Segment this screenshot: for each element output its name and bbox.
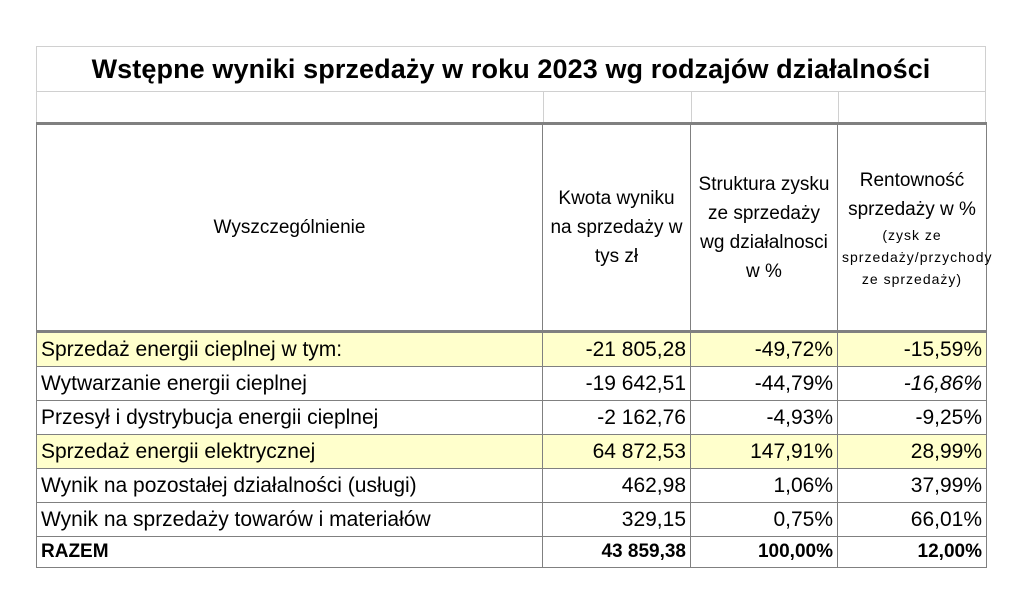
table-row xyxy=(37,401,987,435)
row-structure: 1,06% xyxy=(691,469,838,503)
row-label: Sprzedaż energii elektrycznej xyxy=(37,435,543,469)
total-label: RAZEM xyxy=(37,537,543,568)
row-structure: -44,79% xyxy=(691,367,838,401)
row-amount: 462,98 xyxy=(543,469,691,503)
row-label: Wytwarzanie energii cieplnej xyxy=(37,367,543,401)
row-amount: -19 642,51 xyxy=(543,367,691,401)
blank-cell xyxy=(838,92,987,122)
row-profitability: -16,86% xyxy=(838,367,987,401)
row-structure: -49,72% xyxy=(691,332,838,367)
row-amount: 64 872,53 xyxy=(543,435,691,469)
blank-cell xyxy=(543,92,691,122)
total-amount: 43 859,38 xyxy=(543,537,691,568)
row-profitability: -15,59% xyxy=(838,332,987,367)
row-structure: -4,93% xyxy=(691,401,838,435)
row-label: Wynik na sprzedaży towarów i materiałów xyxy=(37,503,543,537)
results-table xyxy=(36,122,993,568)
table-row xyxy=(37,332,987,367)
table-row xyxy=(37,367,987,401)
row-label: Sprzedaż energii cieplnej w tym: xyxy=(37,332,543,367)
table-row xyxy=(37,469,987,503)
row-label: Przesył i dystrybucja energii cieplnej xyxy=(37,401,543,435)
blank-cell xyxy=(691,92,838,122)
total-row xyxy=(37,537,987,568)
header-profitability-main: Rentowność sprzedaży w % xyxy=(848,169,976,220)
table-row xyxy=(37,435,987,469)
header-row xyxy=(37,124,987,332)
row-structure: 0,75% xyxy=(691,503,838,537)
row-profitability: 28,99% xyxy=(838,435,987,469)
total-profitability: 12,00% xyxy=(838,537,987,568)
row-structure: 147,91% xyxy=(691,435,838,469)
total-structure: 100,00% xyxy=(691,537,838,568)
header-structure: Struktura zysku ze sprzedaży wg działalnosci w % xyxy=(691,124,838,332)
row-amount: -2 162,76 xyxy=(543,401,691,435)
row-amount: 329,15 xyxy=(543,503,691,537)
page-title: Wstępne wyniki sprzedaży w roku 2023 wg rodzajów działalności xyxy=(91,53,931,84)
row-profitability: 66,01% xyxy=(838,503,987,537)
blank-row xyxy=(36,91,986,122)
title-row xyxy=(36,46,986,91)
row-profitability: -9,25% xyxy=(838,401,987,435)
header-description: Wyszczególnienie xyxy=(37,124,543,332)
header-amount: Kwota wyniku na sprzedaży w tys zł xyxy=(543,124,691,332)
header-profitability xyxy=(838,124,993,332)
spreadsheet xyxy=(36,46,993,568)
blank-cell xyxy=(37,92,543,122)
row-profitability: 37,99% xyxy=(838,469,987,503)
header-profitability-note: (zysk ze sprzedaży/przychody ze sprzedaży) xyxy=(842,226,993,287)
row-amount: -21 805,28 xyxy=(543,332,691,367)
row-label: Wynik na pozostałej działalności (usługi) xyxy=(37,469,543,503)
table-row xyxy=(37,503,987,537)
